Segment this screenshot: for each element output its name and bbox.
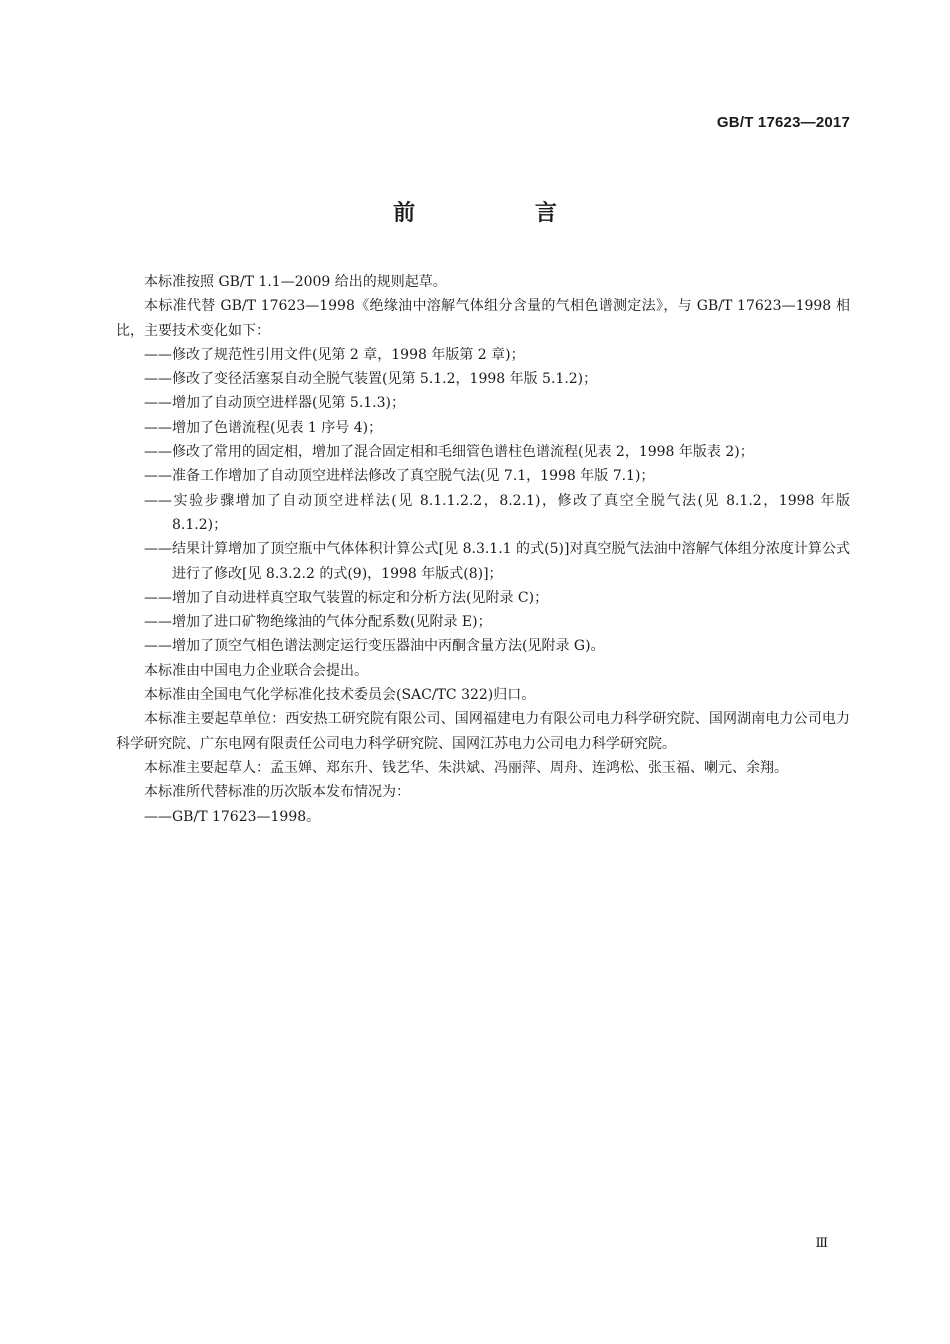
list-item: ——修改了变径活塞泵自动全脱气装置(见第 5.1.2，1998 年版 5.1.2)； [144, 371, 598, 388]
paragraph-proposer: 本标准由中国电力企业联合会提出。 [144, 662, 368, 679]
list-item: ——增加了自动顶空进样器(见第 5.1.3)； [144, 395, 405, 412]
paragraph-previous-version: ——GB/T 17623—1998。 [144, 808, 321, 825]
paragraph-drafters: 本标准主要起草人：孟玉婵、郑东升、钱艺华、朱洪斌、冯丽萍、周舟、连鸿松、张玉福、喇元、余翔。 [144, 759, 788, 776]
list-item: ——增加了进口矿物绝缘油的气体分配系数(见附录 E)； [144, 614, 492, 631]
page-title: 前 言 [393, 201, 613, 226]
standard-code: GB/T 17623—2017 [716, 114, 850, 131]
paragraph-replacement: 本标准代替 GB/T 17623—1998《绝缘油中溶解气体组分含量的气相色谱测定法》，与 GB/T 17623—1998 相比，主要技术变化如下： [116, 298, 850, 339]
list-item: ——实验步骤增加了自动顶空进样法(见 8.1.1.2.2，8.2.1)，修改了真空全脱气法(见 8.1.2，1998 年版 8.1.2)； [144, 492, 850, 533]
paragraph-drafting-rules: 本标准按照 GB/T 1.1—2009 给出的规则起草。 [144, 274, 447, 290]
list-item: ——增加了自动进样真空取气装置的标定和分析方法(见附录 C)； [144, 589, 549, 606]
page-number: Ⅲ [815, 1236, 828, 1251]
paragraph-version-history: 本标准所代替标准的历次版本发布情况为： [144, 784, 410, 801]
foreword-body [116, 270, 850, 829]
list-item: ——修改了常用的固定相，增加了混合固定相和毛细管色谱柱色谱流程(见表 2，1998 年版表 2)； [144, 444, 754, 461]
paragraph-technical-committee: 本标准由全国电气化学标准化技术委员会(SAC/TC 322)归口。 [144, 687, 536, 704]
paragraph-drafting-units: 本标准主要起草单位：西安热工研究院有限公司、国网福建电力有限公司电力科学研究院、国网湖南电力公司电力科学研究院、广东电网有限责任公司电力科学研究院、国网江苏电力公司电力科学研究院。 [116, 711, 850, 752]
changes-list [116, 343, 850, 659]
list-item: ——修改了规范性引用文件(见第 2 章，1998 年版第 2 章)； [144, 346, 525, 363]
list-item: ——结果计算增加了顶空瓶中气体体积计算公式[见 8.3.1.1 的式(5)]对真空脱气法油中溶解气体组分浓度计算公式进行了修改[见 8.3.2.2 的式(9)，1998 年版式(8)]； [144, 541, 850, 582]
list-item: ——准备工作增加了自动顶空进样法修改了真空脱气法(见 7.1，1998 年版 7.1)； [144, 468, 655, 485]
list-item: ——增加了顶空气相色谱法测定运行变压器油中丙酮含量方法(见附录 G)。 [144, 638, 605, 655]
list-item: ——增加了色谱流程(见表 1 序号 4)； [144, 419, 383, 436]
